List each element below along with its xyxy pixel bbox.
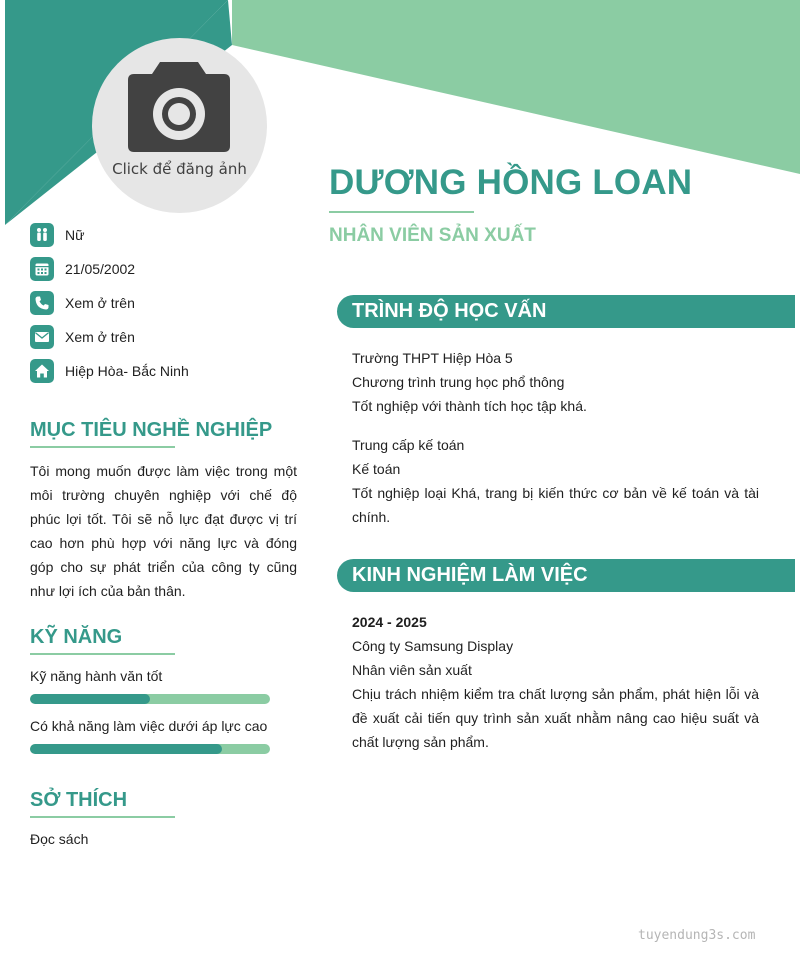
camera-icon	[126, 62, 232, 154]
info-text: Hiệp Hòa- Bắc Ninh	[65, 363, 189, 379]
avatar-upload[interactable]	[92, 38, 267, 213]
education-description: Tốt nghiệp loại Khá, trang bị kiến thức cơ bản về kế toán và tài chính.	[352, 485, 759, 525]
education-description: Tốt nghiệp với thành tích học tập khá.	[352, 398, 587, 414]
hobbies-title: SỞ THÍCH	[30, 789, 128, 811]
skills-title: KỸ NĂNG	[30, 626, 123, 648]
job-title: NHÂN VIÊN SẢN XUẤT	[329, 225, 536, 246]
objective-title: MỤC TIÊU NGHỀ NGHIỆP	[30, 419, 273, 441]
skill-fill	[30, 744, 222, 754]
info-text: Nữ	[65, 227, 85, 243]
skill-bar	[30, 744, 270, 754]
light-green-banner	[232, 0, 800, 174]
education-school: Trung cấp kế toán	[352, 437, 465, 453]
info-text: Xem ở trên	[65, 329, 135, 345]
education-school: Trường THPT Hiệp Hòa 5	[352, 350, 513, 366]
education-entry	[352, 433, 759, 529]
skill-label: Kỹ năng hành văn tốt	[30, 668, 163, 684]
hobbies-underline	[30, 816, 175, 818]
home-icon	[30, 359, 54, 383]
info-text: 21/05/2002	[65, 261, 136, 277]
info-phone	[30, 291, 135, 315]
skills-underline	[30, 653, 175, 655]
experience-position: Nhân viên sản xuất	[352, 662, 472, 678]
candidate-name: DƯƠNG HỒNG LOAN	[329, 163, 693, 202]
objective-text: Tôi mong muốn được làm việc trong một môi trường chuyên nghiệp với chế độ phúc lợi tốt. Tôi sẽ nỗ lực đạt được vị trí cao hơn phù hợp với năng lực và đóng góp cho sự phát triển của công ty cũng như lợi ích của bản thân.	[30, 463, 297, 599]
objective-underline	[30, 446, 175, 448]
education-title: TRÌNH ĐỘ HỌC VẤN	[337, 295, 795, 328]
gender-icon	[30, 223, 54, 247]
education-entry	[352, 346, 759, 418]
skill-label: Có khả năng làm việc dưới áp lực cao	[30, 718, 268, 734]
info-birthday	[30, 257, 135, 281]
experience-entry	[352, 610, 759, 754]
experience-title: KINH NGHIỆM LÀM VIỆC	[337, 559, 795, 592]
watermark: tuyendung3s.com	[638, 928, 756, 943]
skill-fill	[30, 694, 150, 704]
info-email	[30, 325, 135, 349]
experience-period: 2024 - 2025	[352, 614, 427, 630]
experience-company: Công ty Samsung Display	[352, 638, 514, 654]
hobby-item: Đọc sách	[30, 831, 89, 847]
calendar-icon	[30, 257, 54, 281]
phone-icon	[30, 291, 54, 315]
education-major: Chương trình trung học phổ thông	[352, 374, 565, 390]
experience-description: Chịu trách nhiệm kiểm tra chất lượng sản phẩm, phát hiện lỗi và đề xuất cải tiến quy trình sản xuất nhằm nâng cao hiệu suất và chất lượng sản phẩm.	[352, 686, 759, 750]
info-text: Xem ở trên	[65, 295, 135, 311]
info-address	[30, 359, 189, 383]
email-icon	[30, 325, 54, 349]
info-gender	[30, 223, 84, 247]
education-major: Kế toán	[352, 461, 401, 477]
name-underline	[329, 211, 474, 213]
skill-bar	[30, 694, 270, 704]
avatar-upload-label: Click để đăng ảnh	[112, 160, 247, 178]
